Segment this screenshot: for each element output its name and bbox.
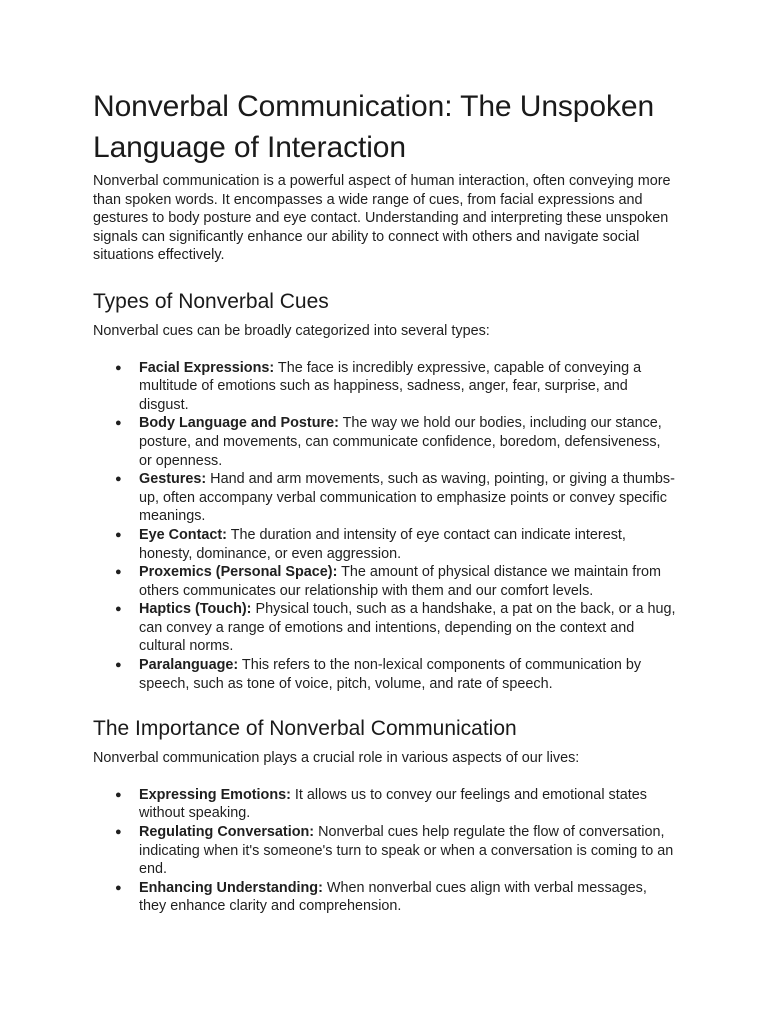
list-item: [93, 359, 676, 415]
bullet-icon: ●: [115, 603, 122, 616]
bullet-icon: ●: [115, 361, 122, 374]
section-heading-types: Types of Nonverbal Cues: [93, 289, 329, 313]
item-text: Hand and arm movements, such as waving, pointing, or giving a thumbs-up, often accompany verbal communication to emphasize points or convey specific meanings.: [139, 471, 675, 525]
bullet-icon: ●: [115, 417, 122, 430]
list-item: [93, 414, 676, 470]
item-term: Enhancing Understanding:: [139, 879, 323, 896]
document-title: Nonverbal Communication: The Unspoken Language of Interaction: [93, 90, 655, 164]
item-term: Paralanguage:: [139, 657, 239, 674]
list-item: [93, 879, 676, 916]
item-term: Regulating Conversation:: [139, 824, 315, 841]
item-text: When nonverbal cues align with verbal messages, they enhance clarity and comprehension.: [139, 879, 647, 915]
bullet-icon: ●: [115, 473, 122, 486]
list-item: [93, 526, 676, 563]
item-term: Body Language and Posture:: [139, 415, 339, 432]
importance-list: [93, 786, 676, 916]
item-text: Physical touch, such as a handshake, a pat on the back, or a hug, can convey a range of emotions and intentions, depending on the context and cultural norms.: [139, 601, 676, 655]
item-text: The way we hold our bodies, including our stance, posture, and movements, can communicate confidence, boredom, defensiveness, or openness.: [139, 415, 662, 469]
item-text: Nonverbal cues help regulate the flow of conversation, indicating when it's someone's turn to speak or when a conversation is coming to an end.: [139, 824, 674, 878]
item-text: It allows us to convey our feelings and emotional states without speaking.: [139, 786, 647, 822]
section-heading-importance: The Importance of Nonverbal Communication: [93, 717, 517, 741]
intro-paragraph: Nonverbal communication is a powerful aspect of human interaction, often conveying more than spoken words. It encompasses a wide range of cues, from facial expressions and gestures to body posture and eye contact. Understanding and interpreting these unspoken signals can significantly enhance our ability to connect with others and navigate social situations effectively.: [93, 173, 671, 264]
list-item: [93, 823, 676, 879]
list-item: [93, 600, 676, 656]
list-item: [93, 786, 676, 823]
item-text: The face is incredibly expressive, capable of conveying a multitude of emotions such as happiness, sadness, anger, fear, surprise, and disgust.: [139, 359, 642, 413]
bullet-icon: ●: [115, 659, 122, 672]
list-item: [93, 470, 676, 526]
item-term: Expressing Emotions:: [139, 786, 291, 803]
bullet-icon: ●: [115, 881, 122, 894]
section-lead-importance: Nonverbal communication plays a crucial role in various aspects of our lives:: [93, 750, 580, 767]
bullet-icon: ●: [115, 566, 122, 579]
item-text: The duration and intensity of eye contact can indicate interest, honesty, dominance, or even aggression.: [139, 526, 626, 562]
item-term: Proxemics (Personal Space):: [139, 564, 338, 581]
item-term: Facial Expressions:: [139, 359, 275, 376]
bullet-icon: ●: [115, 788, 122, 801]
bullet-icon: ●: [115, 528, 122, 541]
item-text: This refers to the non-lexical components of communication by speech, such as tone of voice, pitch, volume, and rate of speech.: [139, 657, 642, 692]
types-list: [93, 359, 676, 694]
list-item: [93, 656, 676, 693]
bullet-icon: ●: [115, 826, 122, 839]
item-term: Haptics (Touch):: [139, 601, 252, 618]
list-item: [93, 563, 676, 600]
item-term: Gestures:: [139, 471, 207, 488]
section-lead-types: Nonverbal cues can be broadly categorized into several types:: [93, 322, 490, 339]
item-text: The amount of physical distance we maintain from others communicates our relationship with them and our comfort levels.: [139, 564, 662, 599]
item-term: Eye Contact:: [139, 526, 227, 543]
